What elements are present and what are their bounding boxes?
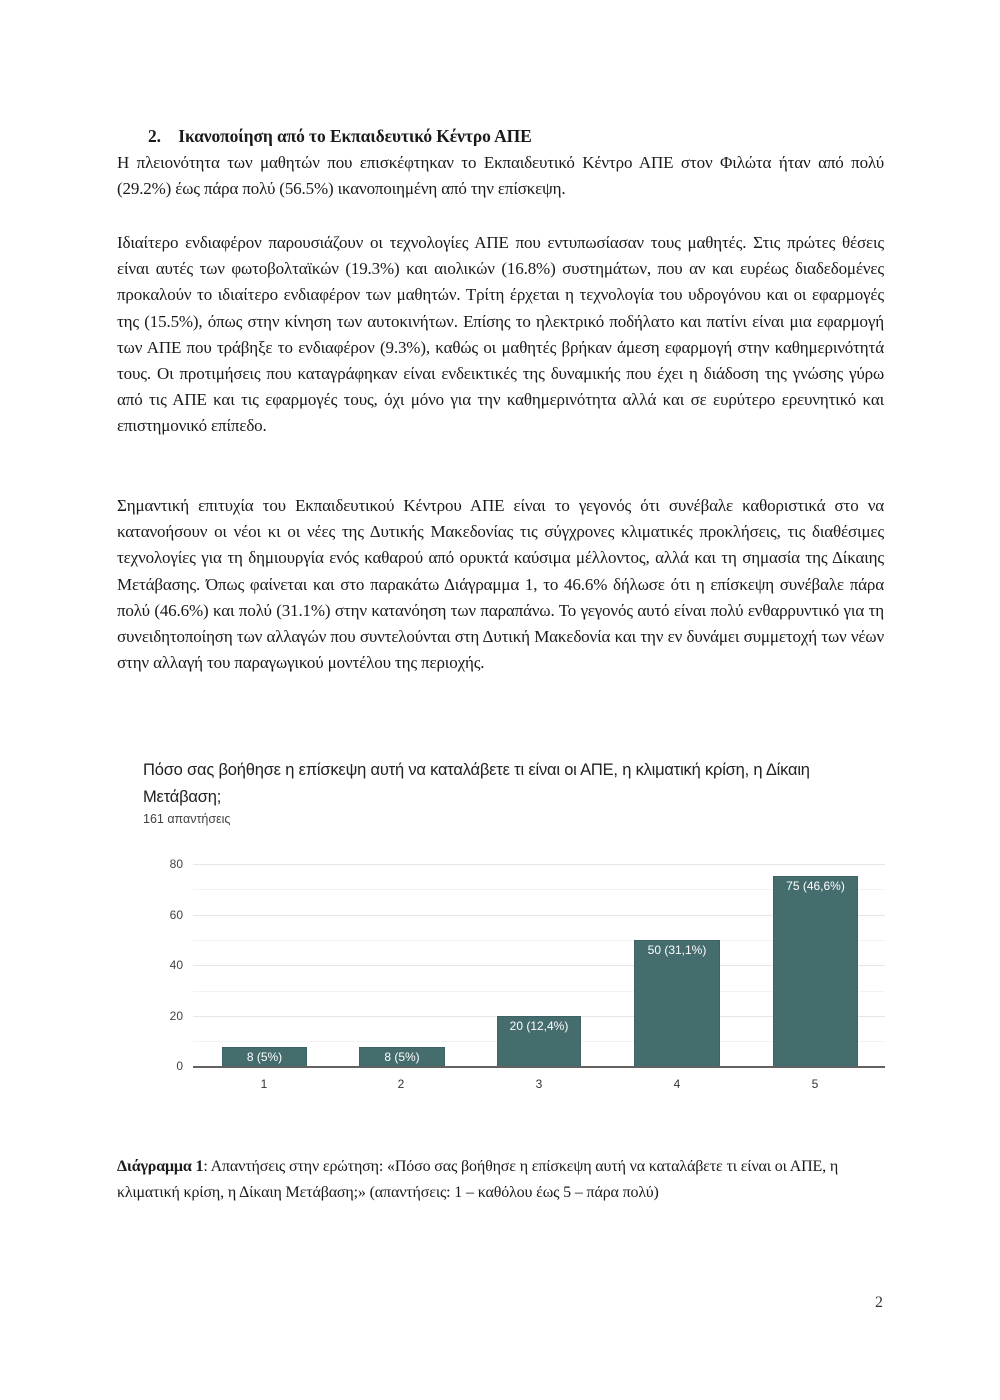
- y-tick-80: 80: [169, 857, 183, 871]
- paragraph-satisfaction: Η πλειονότητα των μαθητών που επισκέφτηκαν το Εκπαιδευτικό Κέντρο ΑΠΕ στον Φιλώτα ήταν από πολύ (29.2%) έως πάρα πολύ (56.5%) ικανοποιημένη από την επίσκεψη.: [117, 153, 884, 199]
- y-tick-40: 40: [169, 958, 183, 972]
- section-number: 2.: [148, 126, 161, 146]
- bar-5: [773, 876, 858, 1067]
- section-title: Ικανοποίηση από το Εκπαιδευτικό Κέντρο ΑΠΕ: [178, 126, 532, 146]
- plot-area: [193, 864, 885, 1067]
- bar-2-label: 8 (5%): [384, 1050, 420, 1064]
- x-tick-5: 5: [811, 1077, 819, 1091]
- bar-1-label: 8 (5%): [246, 1050, 283, 1064]
- bar-5-label: 75 (46,6%): [786, 879, 845, 893]
- bar-3: [497, 1016, 581, 1067]
- caption-text: : Απαντήσεις στην ερώτηση: «Πόσο σας βοήθησε η επίσκεψη αυτή να καταλάβετε τι είναι οι ΑΠΕ, η κλιματική κρίση, η Δίκαιη Μετάβαση;» (απαντήσεις: 1 – καθόλου έως 5 – πάρα πολύ): [117, 1158, 839, 1201]
- x-axis-line: [193, 1066, 885, 1068]
- bar-3-label: 20 (12,4%): [509, 1019, 569, 1033]
- figure-caption: [117, 1154, 884, 1206]
- gridline-80: [193, 864, 885, 865]
- x-tick-1: 1: [260, 1077, 268, 1091]
- bar-1: [222, 1047, 307, 1067]
- bar-4: [634, 940, 720, 1067]
- bar-2: [359, 1047, 445, 1067]
- x-tick-3: 3: [535, 1077, 543, 1091]
- x-tick-2: 2: [397, 1077, 405, 1091]
- page-number: 2: [875, 1294, 883, 1311]
- paragraph-success: Σημαντική επιτυχία του Εκπαιδευτικού Κέντρου ΑΠΕ είναι το γεγονός ότι συνέβαλε καθοριστικά στο να κατανοήσουν οι νέοι κι οι νέες της Δυτικής Μακεδονίας τις σύγχρονες κλιματικές προκλήσεις, τις διαθέσιμες τεχνολογίες για τη δημιουργία ενός καθαρού από ορυκτά καύσιμα μέλλοντος, αλλά και τη σημασία της Δίκαιης Μετάβασης. Όπως φαίνεται και στο παρακάτω Διάγραμμα 1, το 46.6% δήλωσε ότι η επίσκεψη συνέβαλε πάρα πολύ (46.6%) και πολύ (31.1%) στην κατανόηση των παραπάνω. Το γεγονός αυτό είναι πολύ ενθαρρυντικό για τη συνειδητοποίηση των αλλαγών που συντελούνται στη Δυτική Μακεδονία και την εν δυνάμει συμμετοχή των νέων στην αλλαγή του παραγωγικού μοντέλου της περιοχής.: [117, 496, 884, 673]
- chart-response-count: 161 απαντήσεις: [143, 812, 231, 826]
- paragraph-technologies: Ιδιαίτερο ενδιαφέρον παρουσιάζουν οι τεχνολογίες ΑΠΕ που εντυπωσίασαν τους μαθητές. Στις πρώτες θέσεις είναι αυτές των φωτοβολταϊκών (19.3%) και αιολικών (16.8%) συστημάτων, που αν και ευρέως διαδεδομένες προκαλούν το ιδιαίτερο ενδιαφέρον των μαθητών. Τρίτη έρχεται η τεχνολογία του υδρογόνου και οι εφαρμογές της (15.5%), όπως στην κίνηση των αυτοκινήτων. Επίσης το ηλεκτρικό ποδήλατο και πατίνι είναι μια εφαρμογή των ΑΠΕ που τράβηξε το ενδιαφέρον (9.3%), καθώς οι μαθητές βρήκαν άμεση εφαρμογή στην καθημερινότητά τους. Οι προτιμήσεις που καταγράφηκαν είναι ενδεικτικές της δυναμικής που έχει η διάδοση της γνώσης γύρω από τις ΑΠΕ και τις εφαρμογές τους, όχι μόνο για την καθημερινότητα αλλά και σε ευρύτερο ερευνητικό και επιστημονικό επίπεδο.: [117, 233, 884, 436]
- chart-title: Πόσο σας βοήθησε η επίσκεψη αυτή να καταλάβετε τι είναι οι ΑΠΕ, η κλιματική κρίση, η Δίκαιη Μετάβαση;: [143, 761, 810, 806]
- y-tick-60: 60: [169, 908, 183, 922]
- bar-4-label: 50 (31,1%): [647, 943, 707, 957]
- caption-label: Διάγραμμα 1: [117, 1158, 204, 1175]
- y-tick-0: 0: [176, 1059, 183, 1073]
- x-tick-4: 4: [673, 1077, 681, 1091]
- y-tick-20: 20: [169, 1009, 183, 1023]
